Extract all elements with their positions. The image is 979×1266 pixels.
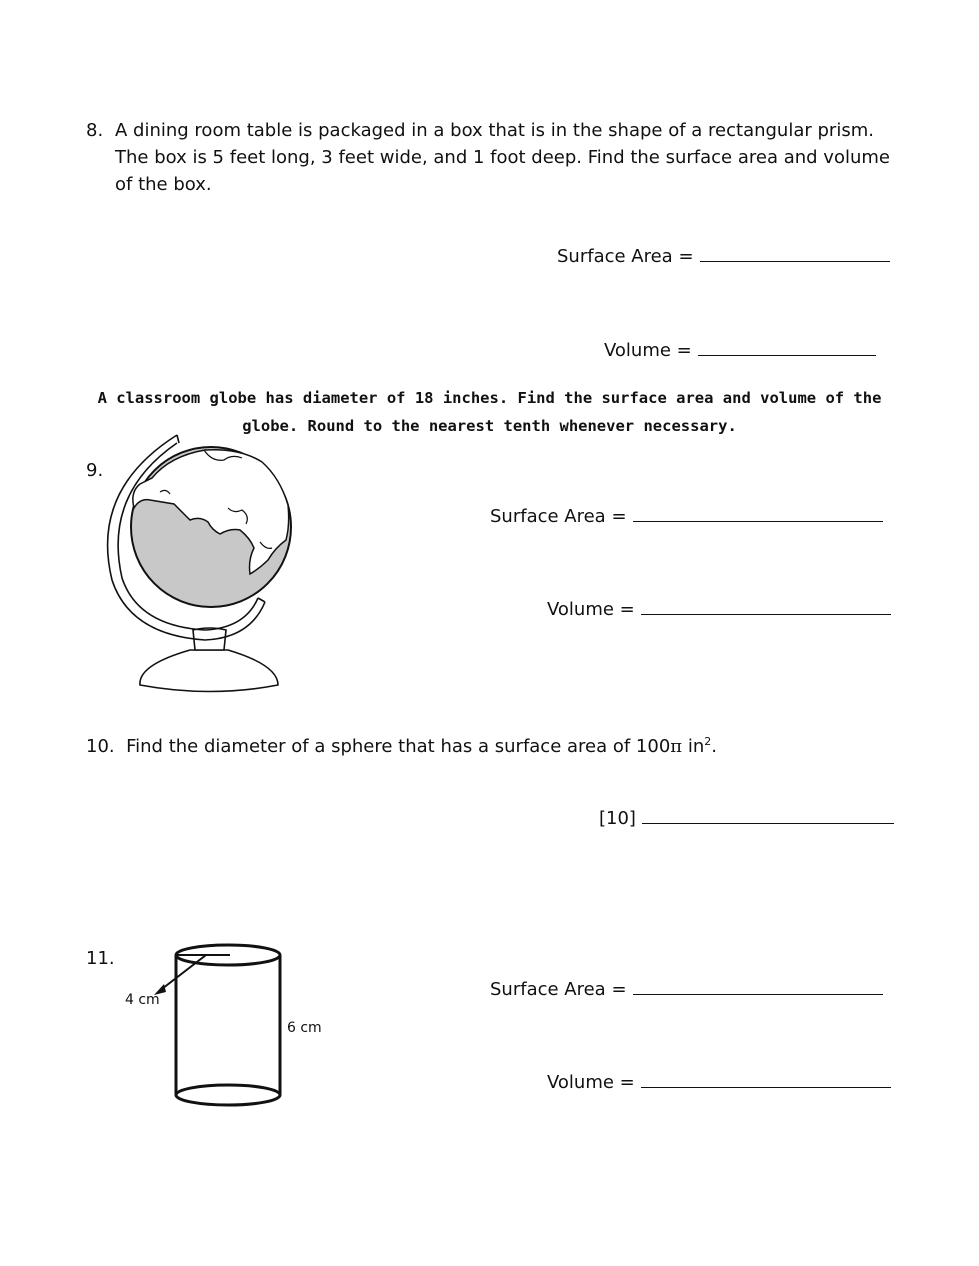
q11-number: 11.	[86, 948, 115, 969]
q8-text-line3: of the box.	[115, 174, 212, 195]
q10-exponent: 2	[704, 735, 712, 748]
q10-answer-blank[interactable]	[642, 805, 894, 824]
q11-surface-area-blank[interactable]	[633, 976, 883, 995]
globe-instructions-line1: A classroom globe has diameter of 18 inches. Find the surface area and volume of the	[97, 389, 882, 407]
q9-number: 9.	[86, 460, 104, 481]
q11-volume-blank[interactable]	[641, 1069, 891, 1088]
q11-surface-area-label: Surface Area =	[490, 979, 627, 1000]
q9-surface-area-label: Surface Area =	[490, 506, 627, 527]
q10-answer-label: [10]	[599, 808, 636, 829]
q10-text: Find the diameter of a sphere that has a surface area of 100	[126, 736, 671, 757]
q9-surface-area-blank[interactable]	[633, 503, 883, 522]
q8-volume-blank[interactable]	[698, 337, 876, 356]
q9-volume-answer	[547, 596, 891, 623]
q10-unit: in	[682, 736, 705, 757]
q10-question	[86, 728, 717, 760]
q8-volume-answer	[604, 337, 876, 364]
q8-surface-area-blank[interactable]	[700, 243, 890, 262]
q11-volume-label: Volume =	[547, 1072, 635, 1093]
q8-surface-area-answer	[557, 243, 890, 270]
q10-pi-symbol: π	[670, 736, 683, 757]
q11-radius-label: 4 cm	[125, 992, 160, 1008]
q9-volume-label: Volume =	[547, 599, 635, 620]
q9-surface-area-answer	[490, 503, 883, 530]
q10-answer	[599, 805, 894, 832]
q8-surface-area-label: Surface Area =	[557, 246, 694, 267]
q9-volume-blank[interactable]	[641, 596, 891, 615]
q11-volume-answer	[547, 1069, 891, 1096]
q10-period: .	[711, 736, 718, 757]
q11-height-label: 6 cm	[287, 1020, 322, 1036]
q11-surface-area-answer	[490, 976, 883, 1003]
cylinder-diagram	[150, 940, 290, 1115]
q8-volume-label: Volume =	[604, 340, 692, 361]
q8-text-line1: A dining room table is packaged in a box that is in the shape of a rectangular prism.	[115, 120, 874, 141]
globe-illustration	[100, 430, 310, 700]
q8-text-line2: The box is 5 feet long, 3 feet wide, and 1 foot deep. Find the surface area and volume	[115, 147, 890, 168]
q10-number: 10.	[86, 736, 115, 757]
globe-instructions-line2: globe. Round to the nearest tenth whenever necessary.	[242, 417, 737, 435]
q8-number: 8.	[86, 120, 104, 141]
